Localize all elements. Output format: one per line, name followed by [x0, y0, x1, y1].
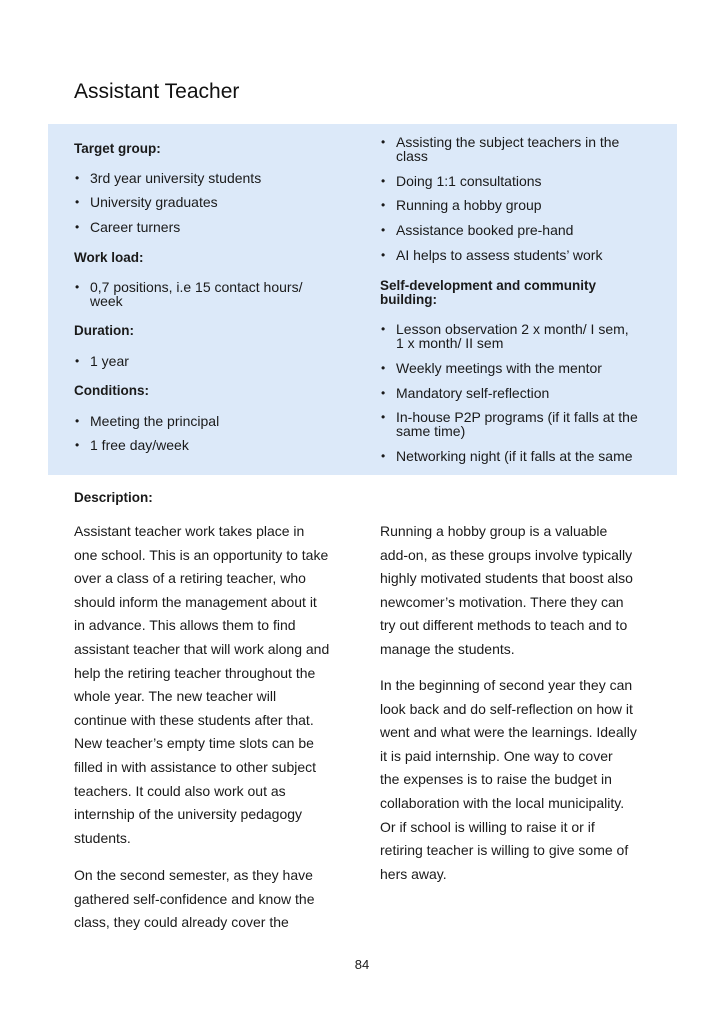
list-item [380, 361, 655, 375]
list-item-text: Assistance booked pre-hand [396, 222, 574, 238]
description-heading: Description: [74, 490, 153, 505]
list-item-text: Networking night (if it falls at the same [396, 448, 633, 464]
list-item-text: Doing 1:1 consultations [396, 173, 542, 189]
list-item [380, 135, 655, 163]
bullet-icon: • [381, 449, 386, 463]
list-item [380, 386, 655, 400]
list-item-text: 3rd year university students [90, 170, 262, 186]
list-item [74, 220, 344, 234]
bullet-icon: • [381, 198, 386, 212]
bullet-icon: • [75, 280, 80, 294]
description-paragraph: On the second semester, as they have gathered self-confidence and know the class, they could already cover the [74, 867, 315, 931]
page-title: Assistant Teacher [74, 80, 240, 103]
bullet-icon: • [381, 361, 386, 375]
list-item-text: Career turners [90, 219, 181, 235]
list-item [380, 449, 655, 463]
list-item-text: 1 year [90, 353, 129, 369]
bullet-icon: • [381, 135, 386, 149]
self-development-heading: Self-development and community building: [380, 278, 597, 307]
bullet-icon: • [381, 386, 386, 400]
bullet-icon: • [75, 220, 80, 234]
list-item-text: In-house P2P programs (if it falls at the same time) [396, 409, 638, 439]
bullet-icon: • [381, 248, 386, 262]
info-box [48, 124, 677, 475]
bullet-icon: • [381, 223, 386, 237]
page-number: 84 [354, 957, 370, 972]
duration-heading: Duration: [74, 323, 134, 338]
list-item-text: Lesson observation 2 x month/ I sem, 1 x month/ II sem [396, 321, 629, 351]
list-item [380, 174, 655, 188]
target-group-heading: Target group: [74, 141, 161, 156]
bullet-icon: • [75, 195, 80, 209]
bullet-icon: • [381, 322, 386, 336]
list-item-text: Mandatory self-reflection [396, 385, 550, 401]
bullet-icon: • [75, 438, 80, 452]
list-item-text: Weekly meetings with the mentor [396, 360, 602, 376]
list-item [74, 438, 344, 452]
list-item [74, 354, 344, 368]
bullet-icon: • [75, 171, 80, 185]
list-item-text: Meeting the principal [90, 413, 220, 429]
list-item [74, 171, 344, 185]
list-item [380, 410, 655, 438]
conditions-heading: Conditions: [74, 383, 149, 398]
work-load-heading: Work load: [74, 250, 144, 265]
list-item [74, 414, 344, 428]
list-item-text: AI helps to assess students’ work [396, 247, 603, 263]
list-item [380, 198, 655, 212]
list-item-text: Assisting the subject teachers in the class [396, 134, 620, 164]
bullet-icon: • [75, 354, 80, 368]
description-paragraph: In the beginning of second year they can look back and do self-reflection on how it went and what were the learnings. Ideally it is paid internship. One way to cover the expenses is to raise the budget in collaboration with the local municipality. Or if school is willing to raise it or if retiring teacher is willing to give some of hers away. [380, 677, 637, 882]
bullet-icon: • [381, 174, 386, 188]
list-item-text: University graduates [90, 194, 218, 210]
list-item [380, 223, 655, 237]
list-item [74, 280, 344, 308]
list-item-text: 0,7 positions, i.e 15 contact hours/ week [90, 279, 303, 309]
list-item-text: Running a hobby group [396, 197, 542, 213]
bullet-icon: • [381, 410, 386, 424]
list-item [74, 195, 344, 209]
description-paragraph: Running a hobby group is a valuable add-on, as these groups involve typically highly motivated students that boost also newcomer’s motivation. There they can try out different methods to teach and to manage the students. [380, 523, 633, 657]
bullet-icon: • [75, 414, 80, 428]
list-item [380, 322, 655, 350]
list-item [380, 248, 655, 262]
description-paragraph: Assistant teacher work takes place in one school. This is an opportunity to take over a class of a retiring teacher, who should inform the management about it in advance. This allows them to find assistant teacher that will work along and help the retiring teacher throughout the whole year. The new teacher will continue with these students after that. New teacher’s empty time slots can be filled in with assistance to other subject teachers. It could also work out as internship of the university pedagogy students. [74, 523, 330, 846]
list-item-text: 1 free day/week [90, 437, 189, 453]
